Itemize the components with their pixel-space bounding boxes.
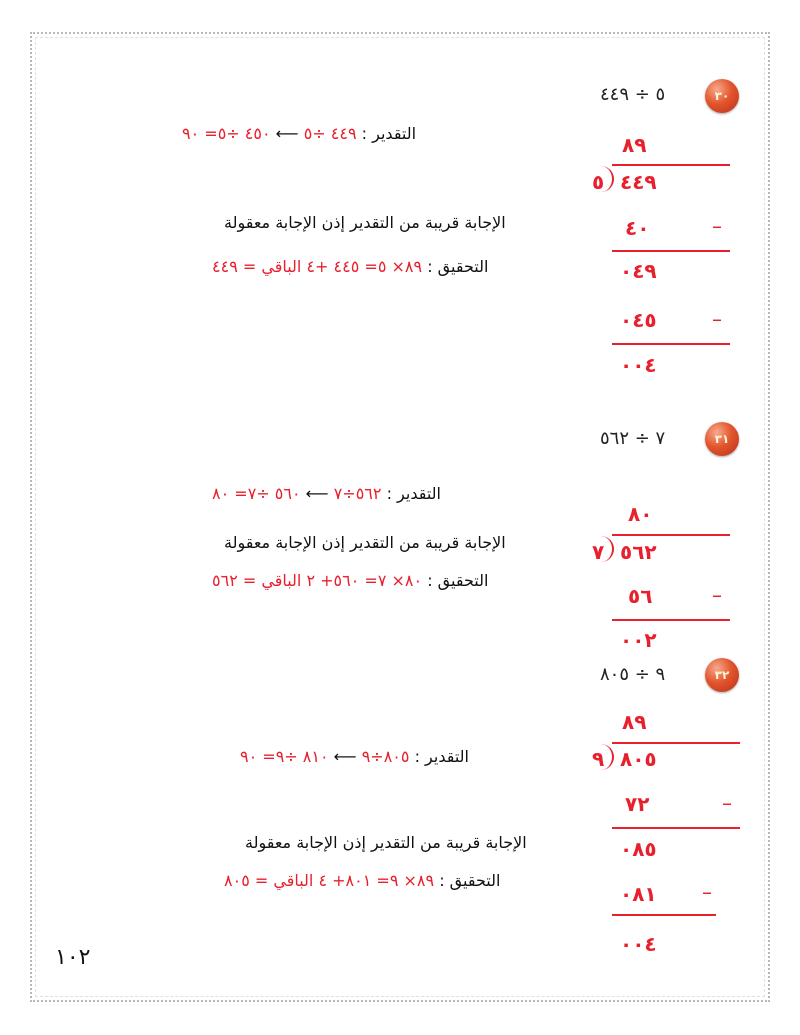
minus-sign: – [702,880,712,904]
estimate-label: التقدير : [414,747,469,766]
estimate-label: التقدير : [386,484,441,503]
problem-30-step-2: ٠٤٩ [620,259,657,283]
problem-30-estimate [182,124,416,143]
problem-31-dividend: ٥٦٢ [620,540,657,564]
problem-30-rule-1 [612,250,730,252]
problem-32-check [224,871,500,890]
page-number: ١٠٢ [55,945,91,970]
problem-32-rule-2 [612,914,716,916]
problem-31-badge [705,422,739,456]
problem-30-reasonable: الإجابة قريبة من التقدير إذن الإجابة معقولة [224,213,506,232]
check-expression: ٨٠× ٧= ٥٦٠+ ٢ الباقي = ٥٦٢ [212,571,423,590]
check-label: التحقيق : [427,257,489,276]
problem-31-remainder: ٠٠٢ [620,628,657,652]
estimate-expression: ٨٠٥÷٩ [361,747,410,766]
problem-30-badge [705,79,739,113]
arrow-left-icon: ⟵ [275,124,299,143]
problem-32-divisor: ٩ [592,747,605,771]
problem-31-step-1: ٥٦ [628,584,653,608]
problem-32-step-3: ٠٨١ [620,882,657,906]
arrow-left-icon: ⟵ [305,484,329,503]
problem-32-step-2: ٠٨٥ [620,837,657,861]
problem-32-step-1: ٧٢ [625,792,650,816]
problem-31-reasonable: الإجابة قريبة من التقدير إذن الإجابة معقولة [224,533,506,552]
check-label: التحقيق : [427,571,489,590]
problem-31-quotient: ٨٠ [628,502,653,526]
problem-30-statement: ٥ ÷ ٤٤٩ [600,84,666,105]
estimate-result: ٤٥٠ ÷٥= ٩٠ [182,124,271,143]
problem-32-rule-1 [612,827,740,829]
estimate-result: ٨١٠ ÷٩= ٩٠ [240,747,329,766]
problem-32-division-bar [612,742,740,744]
problem-30-division-bar [612,164,730,166]
minus-sign: – [712,583,722,607]
minus-sign: – [712,214,722,238]
problem-30-step-3: ٠٤٥ [620,308,657,332]
problem-30-divisor: ٥ [592,170,605,194]
estimate-label: التقدير : [361,124,417,143]
problem-30-check [212,257,488,276]
problem-32-dividend: ٨٠٥ [620,747,657,771]
estimate-expression: ٤٤٩ ÷٥ [303,124,357,143]
problem-30-dividend: ٤٤٩ [620,170,657,194]
minus-sign: – [722,791,732,815]
problem-30-rule-2 [612,343,730,345]
problem-31-rule-1 [612,619,730,621]
badge-label: ٣٠ [714,89,730,103]
check-expression: ٨٩× ٥= ٤٤٥ +٤ الباقي = ٤٤٩ [212,257,423,276]
problem-32-estimate [240,747,469,766]
problem-32-badge [705,658,739,692]
estimate-expression: ٥٦٢÷٧ [333,484,382,503]
check-expression: ٨٩× ٩= ٨٠١+ ٤ الباقي = ٨٠٥ [224,871,435,890]
problem-31-check [212,571,488,590]
problem-32-statement: ٩ ÷ ٨٠٥ [600,664,666,685]
problem-31-divisor: ٧ [592,540,605,564]
problem-32-quotient: ٨٩ [622,710,647,734]
minus-sign: – [712,307,722,331]
problem-30-quotient: ٨٩ [622,133,647,157]
badge-label: ٣١ [714,432,730,446]
estimate-result: ٥٦٠ ÷٧= ٨٠ [212,484,301,503]
problem-32-reasonable: الإجابة قريبة من التقدير إذن الإجابة معقولة [245,833,527,852]
problem-30-step-1: ٤٠ [625,216,650,240]
badge-label: ٣٢ [714,668,730,682]
arrow-left-icon: ⟵ [333,747,357,766]
check-label: التحقيق : [439,871,501,890]
problem-32-remainder: ٠٠٤ [620,932,657,956]
problem-30-remainder: ٠٠٤ [620,353,657,377]
problem-31-estimate [212,484,441,503]
problem-31-division-bar [612,534,730,536]
problem-31-statement: ٧ ÷ ٥٦٢ [600,428,666,449]
